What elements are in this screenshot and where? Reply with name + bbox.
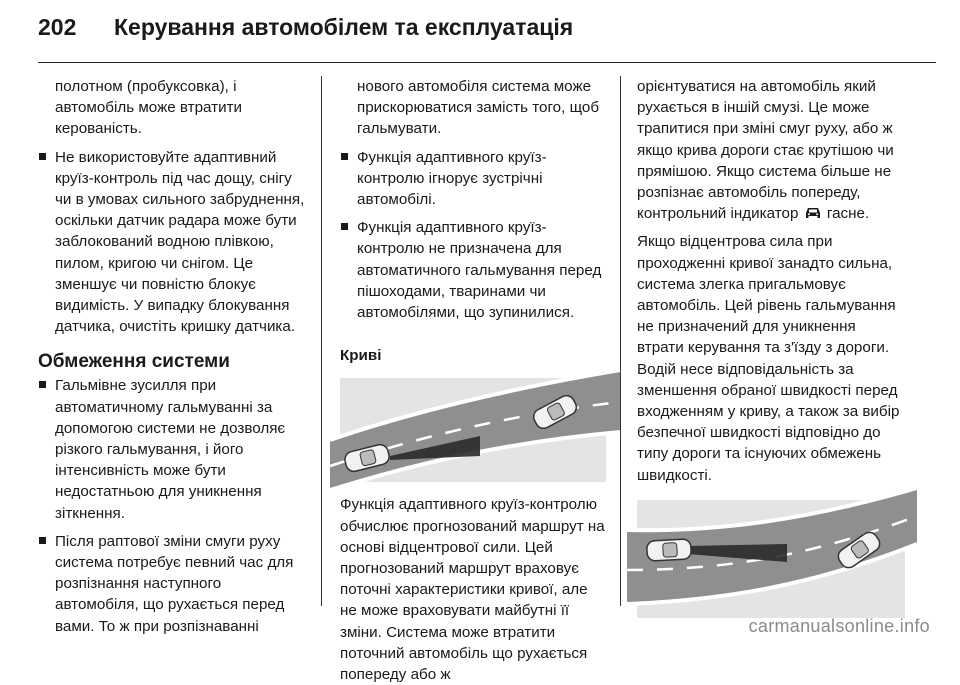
subheading-curves: Криві [340, 347, 382, 365]
paragraph-text: орієнтуватися на автомобіль який рухається в іншій смузі. Це може трапитися при зміні смуг руху, або ж якщо крива дороги стає крутішою чи прямішою. Якщо система більше не розпізнає автомобіль попереду, контрольний індикатор [637, 78, 894, 223]
bullet-text: Функція адаптивного круїз-контролю не призначена для автоматичного гальмування перед пішоходами, тваринами чи автомобілями, що зупинилися. [357, 219, 602, 322]
column-3 [637, 76, 905, 630]
bullet-icon [39, 153, 46, 160]
page-title: Керування автомобілем та експлуатація [114, 14, 574, 40]
own-car-icon [647, 539, 692, 561]
curved-road [330, 370, 620, 490]
continued-text: нового автомобіля система може прискорюватися замість того, щоб гальмувати. [357, 78, 600, 138]
curve-illustration [340, 378, 606, 482]
page-number: 202 [38, 14, 77, 40]
bullet-icon [39, 537, 46, 544]
bullet-text: Гальмівне зусилля при автоматичному гальмуванні за допомогою системи не дозволяє різкого гальмування, і його інтенсивність може бути недостатньою для уникнення зіткнення. [55, 377, 286, 522]
bullet-text: Не використовуйте адаптивний круїз-контроль під час дощу, снігу чи в умовах сильного забруднення, оскільки датчик радара може бути заблокований водною плівкою, пилом, кригою чи снігом. Це зменшує чи повністю блокує видимість. У випадку блокування датчика, очистіть кришку датчика. [55, 148, 305, 336]
bullet-icon [341, 223, 348, 230]
bullet-text: Функція адаптивного круїз-контролю ігнорує зустрічні автомобілі. [357, 148, 547, 209]
watermark-text: carmanualsonline.info [748, 616, 930, 636]
column-divider [321, 76, 322, 606]
column-1 [38, 76, 308, 637]
car-front-icon [805, 207, 821, 220]
column-divider [620, 76, 621, 606]
list-item [38, 147, 308, 338]
curves-paragraph: Функція адаптивного круїз-контролю обчислює прогнозований маршрут на основі відцентрової сили. Цей прогнозований маршрут враховує поточні характеристики кривої, але не може враховувати майбутні її зміни. Система може втратити поточний автомобіль що рухається попереду або ж [340, 496, 605, 684]
bullet-icon [39, 381, 46, 388]
bullet-text: Після раптової зміни смуги руху система потребує певний час для розпізнання наступного автомобіля, що рухається перед вами. То ж при розпізнаванні [55, 532, 294, 635]
list-item [38, 375, 308, 523]
curve-illustration [637, 500, 905, 618]
bullet-icon [341, 153, 348, 160]
list-item [340, 217, 606, 323]
column-2 [340, 76, 606, 685]
section-heading: Обмеження системи [38, 351, 230, 373]
continued-text: полотном (пробуксовка), і автомобіль може втратити керованість. [55, 78, 243, 138]
page-header [38, 14, 573, 48]
paragraph-text: гасне. [826, 205, 870, 223]
header-rule [38, 62, 936, 63]
list-item [340, 147, 606, 211]
centrifugal-paragraph: Якщо відцентрова сила при проходженні кривої занадто сильна, система злегка пригальмовує автомобіль. Цей рівень гальмування не призначений для уникнення втрати керування та з'їзду з дороги. Водій несе відповідальність за зменшення обраної швидкості перед входженням у криву, а також за вибір безпечної швидкості відповідно до типу дороги та існуючих обмежень швидкості. [637, 233, 900, 484]
continued-paragraph [637, 76, 905, 224]
list-item [38, 531, 308, 637]
